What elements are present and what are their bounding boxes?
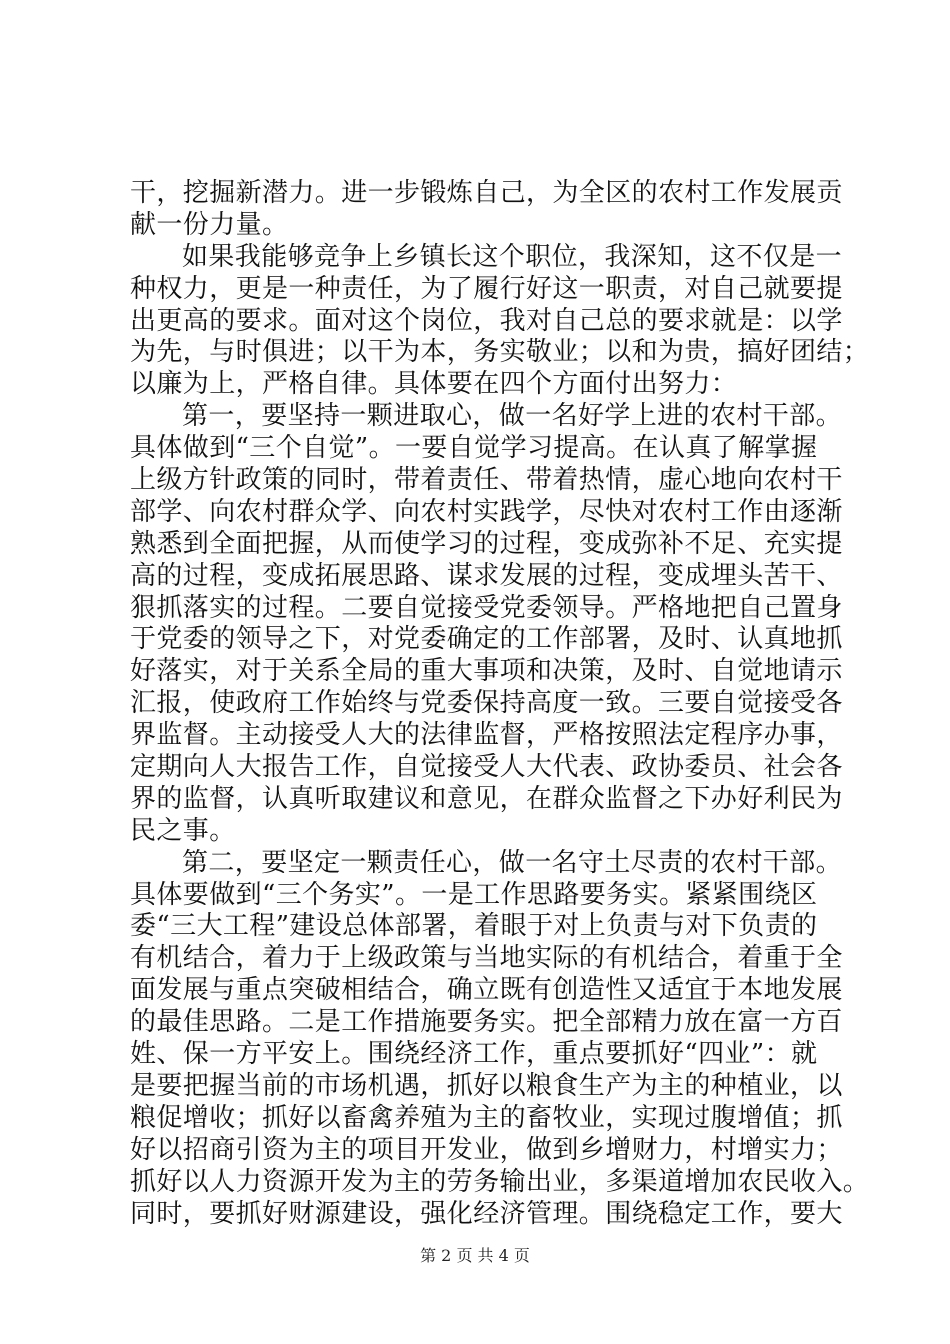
text-line: 定期向人大报告工作，自觉接受人大代表、政协委员、社会各: [130, 752, 843, 783]
text-line: 种权力，更是一种责任，为了履行好这一职责，对自己就要提: [130, 273, 843, 304]
text-line: 具体做到“三个自觉”。一要自觉学习提高。在认真了解掌握: [130, 433, 818, 464]
document-body: [130, 178, 870, 1230]
text-line: 具体要做到“三个务实”。一是工作思路要务实。紧紧围绕区: [130, 879, 818, 910]
text-line: 粮促增收；抓好以畜禽养殖为主的畜牧业，实现过腹增值；抓: [130, 1102, 843, 1133]
text-line: 献一份力量。: [130, 209, 289, 240]
page-footer: [0, 1246, 950, 1266]
text-line: 高的过程，变成拓展思路、谋求发展的过程，变成埋头苦干、: [130, 560, 843, 591]
text-line: 好以招商引资为主的项目开发业，做到乡增财力，村增实力；: [130, 1134, 843, 1165]
text-line: 狠抓落实的过程。二要自觉接受党委领导。严格地把自己置身: [130, 592, 843, 623]
paragraph-first-line: 如果我能够竞争上乡镇长这个职位，我深知，这不仅是一: [182, 241, 843, 272]
text-line: 界的监督，认真听取建议和意见，在群众监督之下办好利民为: [130, 783, 843, 814]
text-line: 熟悉到全面把握，从而使学习的过程，变成弥补不足、充实提: [130, 528, 843, 559]
text-line: 干，挖掘新潜力。进一步锻炼自己，为全区的农村工作发展贡: [130, 178, 843, 208]
text-line: 界监督。主动接受人大的法律监督，严格按照法定程序办事，: [130, 720, 843, 751]
paragraph-first-line: 第二，要坚定一颗责任心，做一名守土尽责的农村干部。: [182, 847, 843, 878]
text-line: 于党委的领导之下，对党委确定的工作部署，及时、认真地抓: [130, 624, 843, 655]
text-line: 是要把握当前的市场机遇，抓好以粮食生产为主的种植业，以: [130, 1070, 843, 1101]
text-line: 汇报，使政府工作始终与党委保持高度一致。三要自觉接受各: [130, 688, 843, 719]
text-line: 民之事。: [130, 815, 236, 846]
text-line: 的最佳思路。二是工作措施要务实。把全部精力放在富一方百: [130, 1007, 843, 1038]
paragraph-first-line: 第一，要坚持一颗进取心，做一名好学上进的农村干部。: [182, 401, 843, 432]
text-line: 面发展与重点突破相结合，确立既有创造性又适宜于本地发展: [130, 975, 843, 1006]
text-line: 部学、向农村群众学、向农村实践学，尽快对农村工作由逐渐: [130, 496, 843, 527]
text-line: 有机结合，着力于上级政策与当地实际的有机结合，着重于全: [130, 943, 843, 974]
text-line: 以廉为上，严格自律。具体要在四个方面付出努力：: [130, 369, 738, 400]
text-line: 抓好以人力资源开发为主的劳务输出业，多渠道增加农民收入。: [130, 1166, 870, 1197]
text-line: 同时，要抓好财源建设，强化经济管理。围绕稳定工作，要大: [130, 1198, 843, 1229]
text-line: 姓、保一方平安上。围绕经济工作，重点要抓好“四业”：就: [130, 1039, 818, 1070]
text-line: 出更高的要求。面对这个岗位，我对自己总的要求就是：以学: [130, 305, 843, 336]
text-line: 为先，与时俱进；以干为本，务实敬业；以和为贵，搞好团结；: [130, 337, 870, 368]
text-line: 好落实，对于关系全局的重大事项和决策，及时、自觉地请示: [130, 656, 843, 687]
text-line: 委“三大工程”建设总体部署，着眼于对上负责与对下负责的: [130, 911, 818, 942]
text-line: 上级方针政策的同时，带着责任、带着热情，虚心地向农村干: [130, 465, 843, 496]
page-number-label: 第 2 页 共 4 页: [420, 1246, 530, 1265]
